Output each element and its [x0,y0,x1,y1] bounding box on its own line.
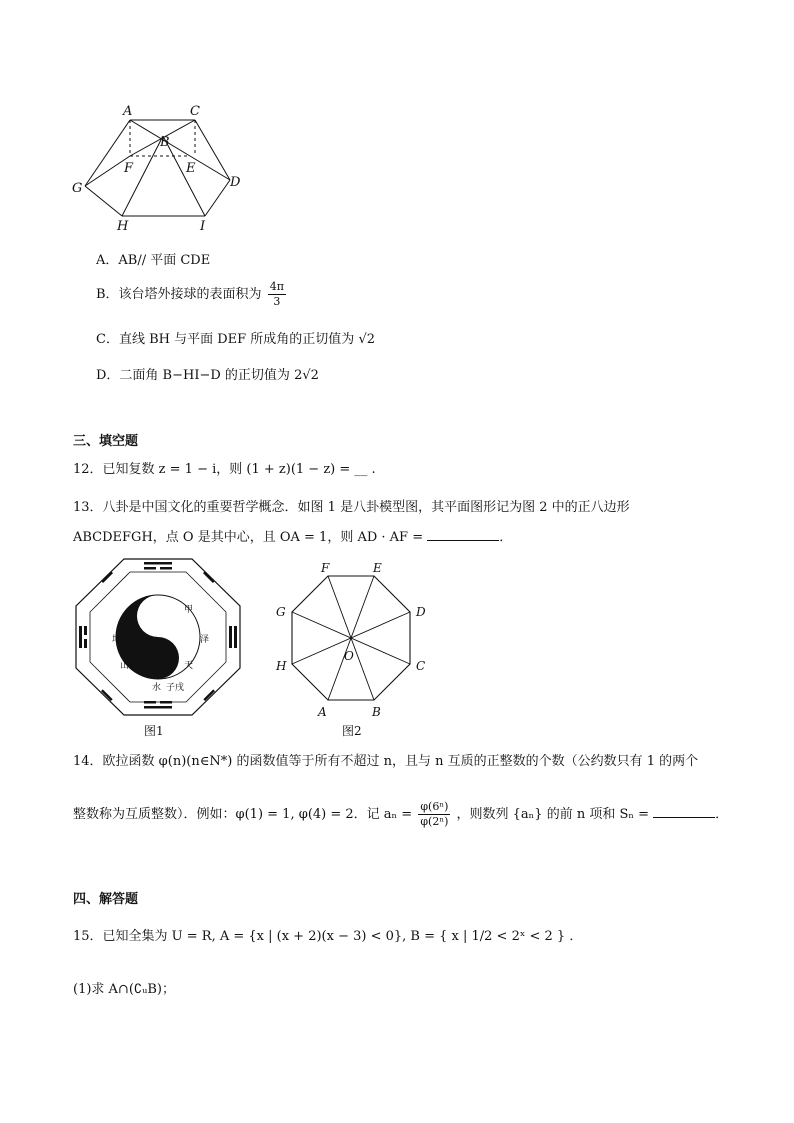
option-d-value: 2√2 [294,368,319,383]
question-13-line2 [73,528,512,548]
bagua-figure [72,556,244,718]
octagon-center-o: O [344,649,354,663]
bagua-label: 山 [120,661,130,671]
bagua-label: 火 [124,617,134,627]
vertex-d: D [230,175,241,190]
option-d-text: D．二面角 B−HI−D 的正切值为 [96,368,290,383]
bagua-label: 坤 [112,635,122,645]
octagon-vertex-g: G [276,605,286,619]
question-15-line1 [73,927,582,947]
bagua-label: 天 [184,661,194,671]
question-15-end: ． [569,929,583,944]
question-15-part1: (1)求 A∩(∁ᵤB)； [73,982,175,997]
octagon-vertex-d: D [416,605,426,619]
fig1-caption: 图1 [144,724,164,738]
question-12: 12．已知复数 z = 1 − i，则 (1 + z)(1 − z) = __ . [73,462,376,477]
option-b-text: B．该台塔外接球的表面积为 [96,287,262,302]
option-d [96,364,319,383]
fraction-numerator: φ(6ⁿ) [420,800,449,813]
question-14-line1: 14．欧拉函数 φ(n)(n∈N*) 的函数值等于所有不超过 n，且与 n 互质的正整数的个数（公约数只有 1 的两个 [73,754,699,769]
bagua-label: 泽 [200,635,210,645]
option-b [96,280,288,309]
solid-figure [60,100,250,235]
vertex-c: C [190,104,200,119]
question-14-text: 整数称为互质整数）．例如：φ(1) = 1, φ(4) = 2．记 aₙ = [73,807,413,822]
answer-blank[interactable] [653,805,715,818]
vertex-e: E [186,161,196,176]
vertex-f: F [124,161,134,176]
option-c-text: C．直线 BH 与平面 DEF 所成角的正切值为 [96,332,355,347]
bagua-label: 水 [152,683,162,693]
vertex-g: G [72,181,83,196]
question-14-suffix: ，则数列 {aₙ} 的前 n 项和 Sₙ = [456,807,654,822]
octagon-vertex-c: C [416,659,426,673]
bagua-label: 甲 [184,605,194,615]
answer-blank[interactable] [427,528,499,541]
question-14-fraction [418,800,450,829]
vertex-b: B [160,135,170,150]
question-13-text: ABCDEFGH，点 O 是其中心，且 OA = 1，则 AD · AF = [73,530,428,545]
octagon-vertex-f: F [321,561,330,575]
option-c [96,328,375,347]
question-13-end: ． [499,530,513,545]
fraction-denominator: 3 [273,295,281,308]
octagon-vertex-b: B [372,705,381,719]
octagon-vertex-e: E [373,561,382,575]
bagua-label: 子戌 [166,683,185,693]
fraction-denominator: φ(2ⁿ) [420,815,449,828]
section-3-heading: 三、填空题 [73,434,139,449]
option-a: A．AB// 平面 CDE [96,253,211,268]
section-4-heading: 四、解答题 [73,892,139,907]
octagon-vertex-h: H [276,659,287,673]
fraction-numerator: 4π [269,280,284,293]
vertex-i: I [200,219,206,234]
vertex-a: A [123,104,133,119]
question-14-end: ． [715,807,729,822]
vertex-h: H [117,219,129,234]
octagon-figure [270,560,440,722]
fig2-caption: 图2 [342,724,362,738]
question-15-text: 15．已知全集为 U = R, A = {x | (x + 2)(x − 3) < 0}, B = [73,929,435,944]
octagon-vertex-a: A [318,705,327,719]
question-13-line1: 13．八卦是中国文化的重要哲学概念．如图 1 是八卦模型图，其平面图形记为图 2 中的正八边形 [73,500,630,515]
question-14-line2 [73,800,728,829]
question-15-set-b: { x | 1/2 < 2ˣ < 2 } [439,929,566,944]
option-c-value: √2 [358,332,376,347]
option-b-fraction [268,280,286,309]
